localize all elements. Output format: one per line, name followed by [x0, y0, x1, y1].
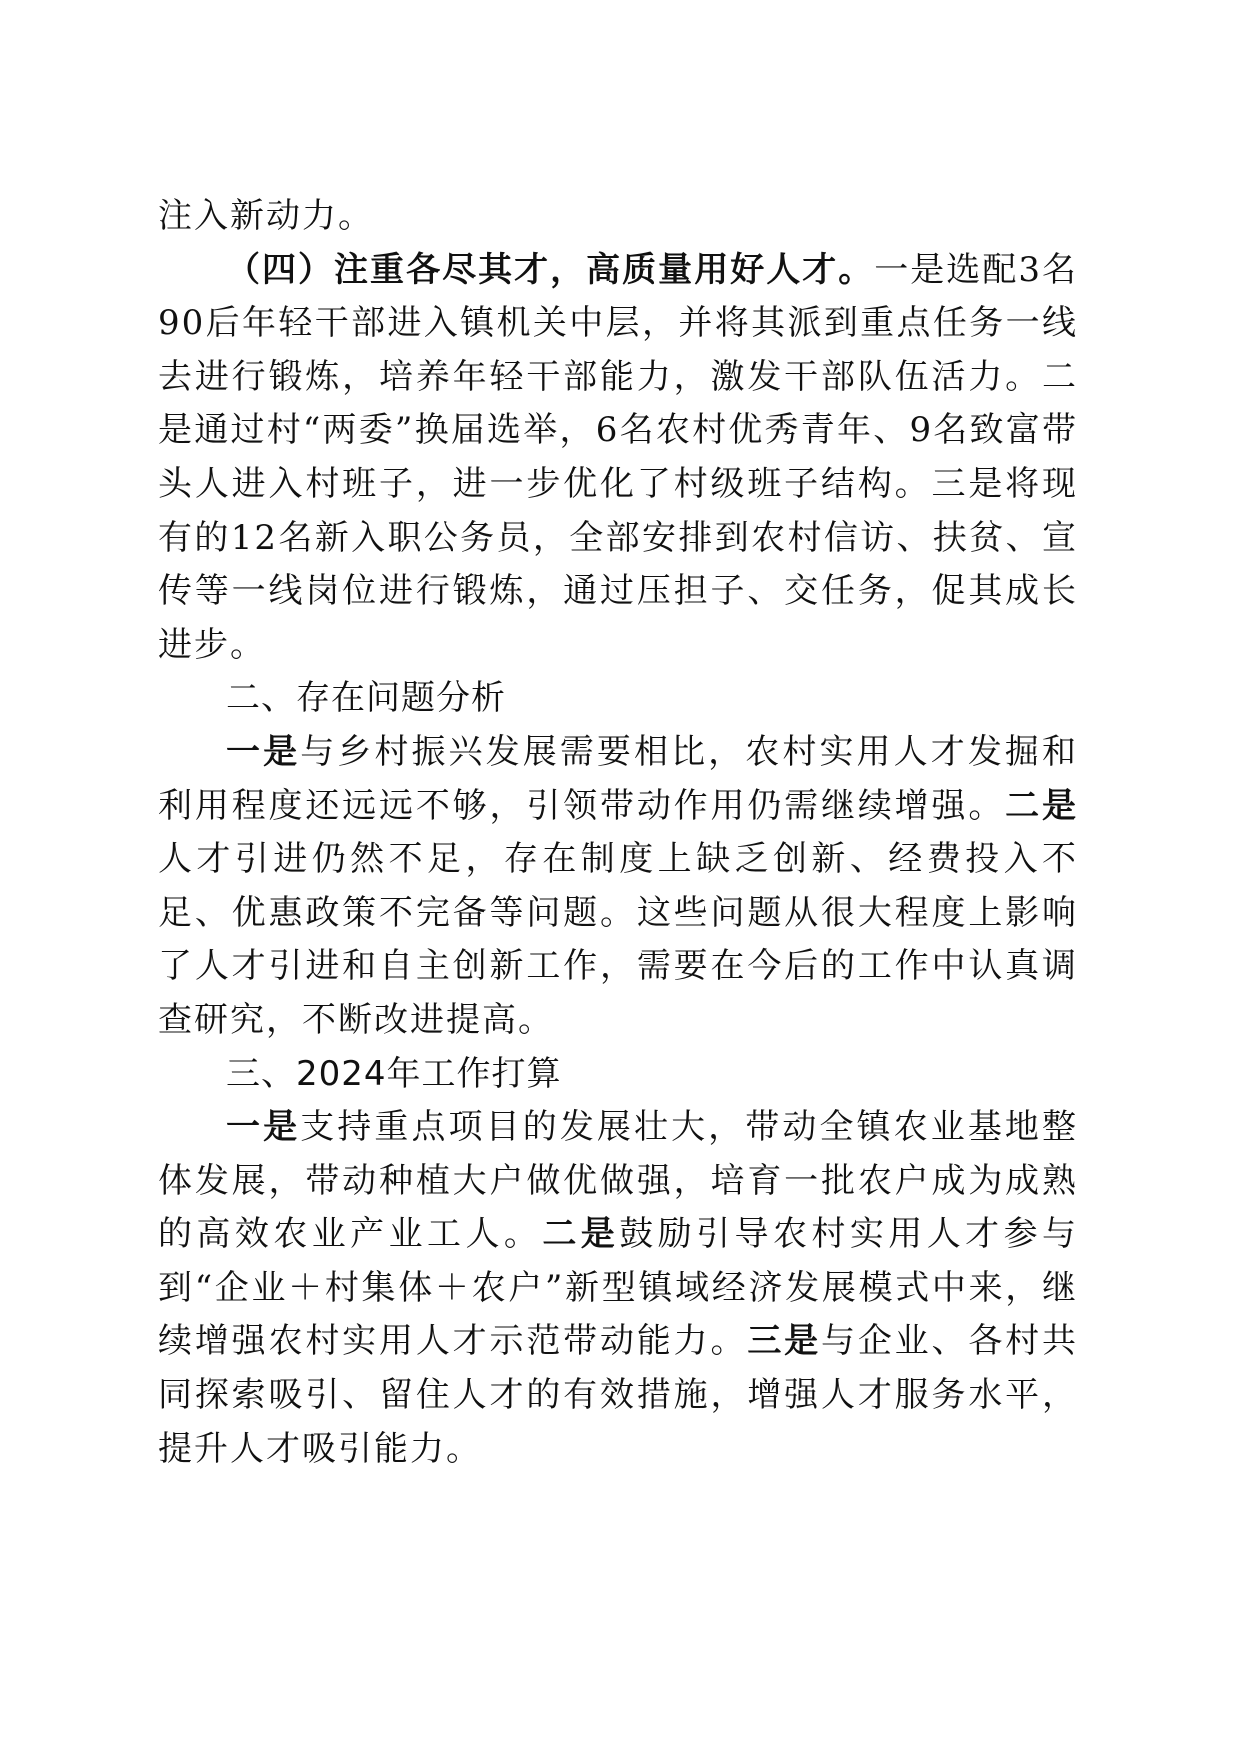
continuation-text: 注入新动力。	[158, 196, 374, 236]
problem-label-1: 一是	[226, 731, 301, 772]
heading-problem-analysis: 二、存在问题分析	[226, 678, 506, 719]
section-four-body: 一是选配3名90后年轻干部进入镇机关中层，并将其派到重点任务一线去进行锻炼，培养年轻干部能力，激发干部队伍活力。二是通过村“两委”换届选举，6名农村优秀青年、9名致富带头人进入村班子，进一步优化了村级班子结构。三是将现有的12名新入职公务员，全部安排到农村信访、扶贫、宣传等一线岗位进行锻炼，通过压担子、交任务，促其成长进步。	[158, 249, 1078, 665]
problem-label-2: 二是	[1005, 785, 1079, 826]
section-four-paragraph	[158, 244, 1078, 673]
plan-text-2: 鼓励引导农村实用人才参与到“企业＋村集体＋农户”新型镇域经济发展模式中来，继续增强农村实用人才示范带动能力。	[158, 1214, 1079, 1362]
heading-work-plan: 三、2024年工作打算	[226, 1053, 562, 1094]
plan-text-1: 支持重点项目的发展壮大，带动全镇农业基地整体发展，带动种植大户做优做强，培育一批农户成为成熟的高效农业产业工人。	[158, 1107, 1079, 1255]
plan-label-2: 二是	[542, 1214, 620, 1255]
plan-label-1: 一是	[226, 1107, 301, 1148]
continuation-paragraph	[158, 190, 1078, 244]
plan-label-3: 三是	[747, 1321, 822, 1362]
problems-paragraph	[158, 726, 1078, 1048]
problem-text-2: 人才引进仍然不足，存在制度上缺乏创新、经费投入不足、优惠政策不完备等问题。这些问题从很大程度上影响了人才引进和自主创新工作，需要在今后的工作中认真调查研究，不断改进提高。	[158, 839, 1078, 1040]
document-body	[158, 190, 1078, 1476]
problem-text-1: 与乡村振兴发展需要相比，农村实用人才发掘和利用程度还远远不够，引领带动作用仍需继续增强。	[158, 731, 1079, 826]
plan-text-3: 与企业、各村共同探索吸引、留住人才的有效措施，增强人才服务水平，提升人才吸引能力。	[158, 1321, 1079, 1469]
section-four-title: （四）注重各尽其才，高质量用好人才。	[226, 249, 875, 290]
plans-paragraph	[158, 1101, 1078, 1476]
